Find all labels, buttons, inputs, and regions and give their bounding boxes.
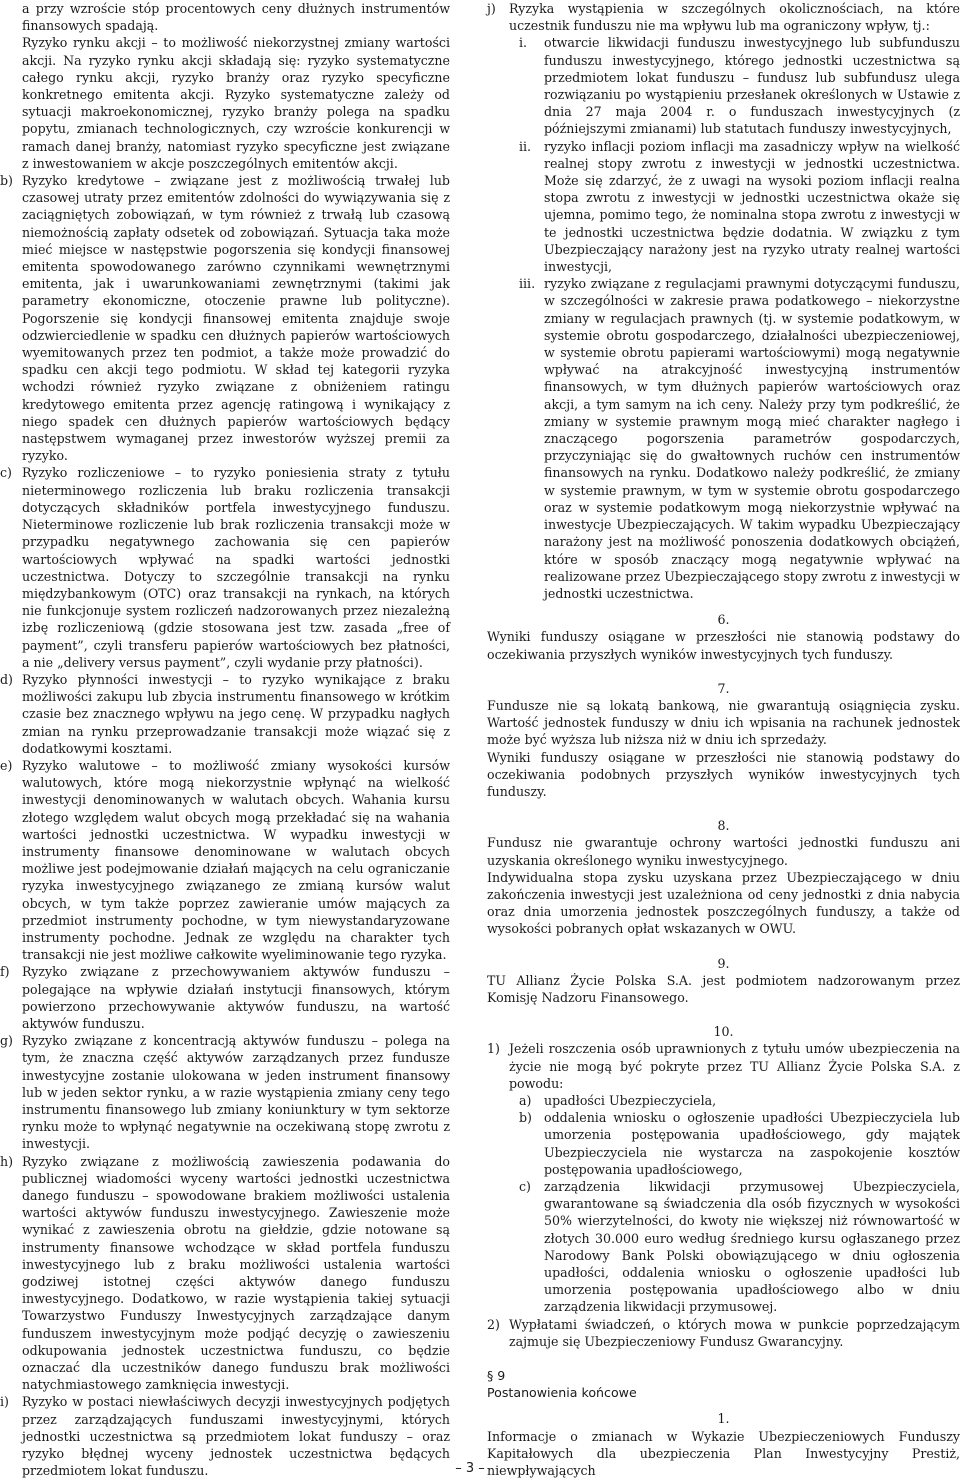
- risk-item: [0, 172, 450, 464]
- list-label: f): [0, 964, 10, 980]
- section-text: TU Allianz Życie Polska S.A. jest podmiotem nadzorowanym przez Komisję Nadzoru Finansowego.: [487, 972, 960, 1005]
- risk-item: [0, 757, 450, 963]
- list-text: zarządzenia likwidacji przymusowej Ubezpieczyciela, gwarantowane są świadczenia dla osób fizycznych w wysokości 50% wierzytelności, do kwoty nie większej niż równowartość w złotych 30.000 euro według średniego kursu ogłaszanego przez Narodowy Bank Polski obowiązującego w dniu ogłoszenia upadłości, oddalenia wniosku o ogłoszenie upadłości lub umorzenia postępowania upadłościowego albo w dniu zarządzenia likwidacji przymusowej.: [544, 1179, 960, 1315]
- section-title: Postanowienia końcowe: [487, 1385, 637, 1401]
- list-text: – to ryzyko wynikające z braku możliwości zakupu lub zbycia instrumentu finansowego w krótkim czasie bez znacznego wpływu na jego cenę. W przypadku nagłych zmian na rynku przeprowadzanie transakcji może wiązać się z dodatkowymi kosztami.: [22, 671, 450, 756]
- section-text: Informacje o zmianach w Wykazie Ubezpieczeniowych Funduszy Kapitałowych dla ubezpieczenia Plan Inwestycyjny Prestiż, niewpływających: [487, 1428, 960, 1479]
- list-label: d): [0, 671, 13, 687]
- list-label: j): [487, 1, 496, 16]
- s10-subitem: [487, 1178, 960, 1316]
- risk-item: [0, 671, 450, 757]
- item-j: [487, 0, 960, 34]
- risk-item: [0, 1032, 450, 1152]
- list-label: i): [0, 1394, 9, 1410]
- risk-heading: Ryzyko płynności inwestycji: [22, 671, 213, 687]
- list-text: – to możliwość zmiany wysokości kursów walutowych, które mogą niekorzystnie wpłynąć na wielkość inwestycji denominowanych w walutach obcych. Wahania kursu złotego względem walut obcych mogą przekładać się na wahania wartości jednostki uczestnictwa. W wypadku inwestycji w instrumenty finansowe denominowane w walutach obcych możliwe jest podejmowanie działań mających na celu ograniczanie ryzyka inwestycyjnego związanego ze zmianą kursów walut obcych, w tym także poprzez zawieranie umów mających za przedmiot instrumenty pochodne, w tym niewystandaryzowane instrumenty pochodne. Jednak ze względu na charakter tych transakcji nie jest możliwe całkowite wyeliminowanie tego ryzyka.: [22, 757, 450, 963]
- paragraph-mark: § 9: [487, 1368, 506, 1384]
- j-subitem: [487, 275, 960, 602]
- section-text: Fundusze nie są lokatą bankową, nie gwarantują osiągnięcia zysku. Wartość jednostek funduszy w dniu ich wpisania na rachunek jednostek może być wyższa lub niższa niż w dniu ich sprzedaży.: [487, 697, 960, 748]
- s10-sublist: [487, 1092, 960, 1316]
- list-label: iii.: [519, 276, 536, 292]
- list-text: Ryzyka wystąpienia w szczególnych okolicznościach, na które uczestnik funduszu nie ma wpływu lub ma ograniczony wpływ, tj.:: [509, 1, 960, 34]
- list-label: b): [0, 173, 13, 189]
- j-subitem: [487, 138, 960, 276]
- risk-heading: otwarcie likwidacji funduszu inwestycyjnego lub subfunduszu: [544, 35, 960, 51]
- page-number: – 3 –: [455, 1461, 485, 1476]
- risk-heading: Ryzyko związane z koncentracją aktywów funduszu: [22, 1033, 365, 1049]
- risk-heading: Ryzyko w postaci niewłaściwych decyzji inwestycyjnych podjętych przez zarządzających funduszami inwestycyjnymi, których jednostki uczestnictwa są przedmiotem lokat funduszy – oraz ryzyko błędnej wyceny jednostek uczestnictwa będących przedmiotem lokat funduszu.: [22, 1394, 450, 1479]
- list-text: oddalenia wniosku o ogłoszenie upadłości Ubezpieczyciela lub umorzenia postępowania upadłościowego, gdy majątek Ubezpieczyciela nie wystarcza na zaspokojenie kosztów postępowania upadłościowego,: [544, 1110, 960, 1177]
- right-column: [487, 0, 960, 1479]
- risk-heading: Ryzyko kredytowe: [22, 173, 145, 189]
- risk-heading: ryzyko inflacji: [544, 138, 635, 154]
- list-text: upadłości Ubezpieczyciela,: [544, 1092, 717, 1108]
- equity-risk-paragraph: Ryzyko rynku akcji – to możliwość niekorzystnej zmiany wartości akcji. Na ryzyko rynku akcji składają się: ryzyko systematyczne całego rynku akcji, ryzyko branży oraz ryzyko specyficzne konkretnego emitenta akcji. Ryzyko systematyczne zależy od sytuacji makroekonomicznej, ryzyko branży polega na spadku popytu, zmianach technologicznych, czy wzroście konkurencji w ramach danej branży, natomiast ryzyko specyficzne jest związane z inwestowaniem w akcje poszczególnych emitentów akcji.: [22, 35, 450, 171]
- list-text: funduszu inwestycyjnego, którego jednostki uczestnictwa są przedmiotem lokat funduszu – fundusz lub subfundusz ulega rozwiązaniu po wystąpieniu przesłanek określonych w Ustawie z dnia 27 maja 2004 r. o funduszach inwestycyjnych (z późniejszymi zmianami) lub statutach funduszy inwestycyjnych,: [544, 52, 960, 137]
- list-label: 1): [487, 1041, 500, 1057]
- section-number: 6.: [717, 612, 730, 628]
- section-number: 7.: [717, 680, 730, 696]
- list-text: – spowodowane brakiem możliwości ustalenia wartości aktywów funduszu inwestycyjnego. Zawieszenie może wynikać z zawieszenia obrotu na giełdzie, gdzie notowane są instrumenty finansowe wchodzące w skład portfela funduszu inwestycyjnego lub z braku możliwości ustalenia wartości godziwej istotnej części aktywów danego funduszu inwestycyjnego. Dodatkowo, w razie wystąpienia takiej sytuacji Towarzystwo Funduszy Inwestycyjnych zarządzające danym funduszem inwestycyjnym może podjąć decyzję o zawieszeniu odkupowania jednostek uczestnictwa funduszu, co będzie oznaczać dla uczestników danego funduszu brak możliwości natychmiastowego zamknięcia inwestycji.: [22, 1188, 451, 1393]
- section-text: Fundusz nie gwarantuje ochrony wartości jednostki funduszu ani uzyskania określonego wyniku inwestycyjnego.: [487, 835, 960, 868]
- risk-heading: Ryzyko związane z możliwością zawieszenia podawania do publicznej wiadomości wyceny wartości jednostki uczestnictwa danego funduszu: [22, 1153, 450, 1204]
- list-text: Wypłatami świadczeń, o których mowa w punkcie poprzedzającym zajmuje się Ubezpieczeniowy Fundusz Gwarancyjny.: [509, 1316, 960, 1349]
- list-label: g): [0, 1033, 13, 1049]
- section-number: 8.: [717, 818, 730, 834]
- risk-heading: Ryzyko rozliczeniowe: [22, 465, 165, 481]
- list-label: ii.: [519, 138, 532, 154]
- section-text: Wyniki funduszy osiągane w przeszłości nie stanowią podstawy do oczekiwania podobnych przyszłych wyników inwestycyjnych tych funduszy.: [487, 749, 960, 799]
- section-number: 1.: [717, 1411, 730, 1427]
- risk-heading: Ryzyko walutowe: [22, 757, 141, 773]
- list-label: c): [0, 465, 12, 481]
- s10-subitem: [487, 1092, 960, 1109]
- section-text: Indywidualna stopa zysku uzyskana przez Ubezpieczającego w dniu zakończenia inwestycji jest uzależniona od ceny jednostki z dnia nabycia oraz dnia umorzenia jednostek poszczególnych funduszy, a także od wysokości pobranych opłat wskazanych w OWU.: [487, 869, 960, 937]
- s10-item-1: [487, 1040, 960, 1092]
- list-label: b): [519, 1110, 532, 1126]
- risk-item: [0, 1153, 450, 1394]
- list-label: 2): [487, 1316, 500, 1332]
- item-a-tail: a przy wzroście stóp procentowych ceny dłużnych instrumentów finansowych spadają.: [22, 1, 450, 34]
- list-text: – niekorzystne zmiany w regulacjach prawnych (tj. w systemie podatkowym, w systemie obrotu gospodarczego, działalności ubezpieczeniowej, w systemie obrotu papierami wartościowymi) mogą negatywnie wpływać na atrakcyjność inwestycyjną instrumentów finansowych, w tym dłużnych papierów wartościowych oraz akcji, a tym samym na ich ceny. Należy przy tym podkreślić, że zmiany w systemie prawnym mogą mieć charakter nagłego i znaczącego pogorszenia parametrów gospodarczych, przyczyniając się do gwałtownych ruchów cen instrumentów finansowych na rynku. Dodatkowo należy podkreślić, że zmiany w systemie prawnym, w tym w systemie obrotu gospodarczego oraz w systemie podatkowym mogą niekorzystnie wpływać na inwestycje Ubezpieczających. W takim wypadku Ubezpieczający narażony jest na możliwość ponoszenia dodatkowych obciążeń, które w sposób znaczący mogą negatywnie wpływać na realizowane przez Ubezpieczającego stopy zwrotu z inwestycji w jednostki uczestnictwa.: [544, 293, 960, 601]
- list-label: e): [0, 757, 13, 773]
- s10-item-2: [487, 1316, 960, 1350]
- risk-item: [0, 963, 450, 1032]
- list-text: Jeżeli roszczenia osób uprawnionych z tytułu umów ubezpieczenia na życie nie mogą być pokryte przez TU Allianz Życie Polska S.A. z powodu:: [509, 1041, 960, 1091]
- list-text: – związane jest z możliwością trwałej lub czasowej utraty przez emitentów zdolności do wywiązywania się z zaciągniętych zobowiązań, w tym również z trwałą lub czasową niemożnością zapłaty odsetek od zobowiązań. Sytuacja taka może mieć miejsce w następstwie pogorszenia się kondycji finansowej emitenta spowodowanego zarówno czynnikami wewnętrznymi emitenta, jak i uwarunkowaniami zewnętrznymi (takimi jak parametry ekonomiczne, otoczenie prawne lub polityczne). Pogorszenie się kondycji finansowej emitenta znajduje swoje odzwierciedlenie w spadku cen dłużnych papierów wartościowych wyemitowanych przez ten podmiot, a także może prowadzić do spadku cen akcji tego podmiotu. W skład tej kategorii ryzyka wchodzi również ryzyko związane z obniżeniem ratingu kredytowego emitenta przez agencję ratingową i wynikający z niego spadek cen dłużnych papierów wartościowych będący następstwem wymaganej przez inwestorów wyższej premii za ryzyko.: [22, 173, 450, 464]
- list-label: a): [519, 1092, 532, 1108]
- section-number: 10.: [713, 1024, 734, 1040]
- s10-subitem: [487, 1109, 960, 1178]
- risk-item: [0, 1393, 450, 1479]
- j-sublist: [487, 34, 960, 602]
- list-label: i.: [519, 35, 528, 51]
- risk-item: [0, 464, 450, 670]
- section-text: Wyniki funduszy osiągane w przeszłości nie stanowią podstawy do oczekiwania przyszłych wyników inwestycyjnych tych funduszy.: [487, 629, 960, 662]
- list-text: – polega na tym, że znaczna część aktywów zarządzanych przez fundusze inwestycyjne zostanie ulokowana w jeden instrument finansowy lub w jeden sektor rynku, a w razie wystąpienia zmiany ceny tego instrumentu finansowego lub zmiany koniunktury w tym sektorze rynku może to wpłynąć negatywnie na oczekiwaną stopę zwrotu z inwestycji.: [22, 1033, 450, 1152]
- list-text: poziom inflacji ma zasadniczy wpływ na wielkość realnej stopy zwrotu z inwestycji w jednostki uczestnictwa. Może się zdarzyć, że z uwagi na wysoki poziom inflacji realna stopa zwrotu z inwestycji w jednostki uczestnictwa okaże się ujemna, pomimo tego, że nominalna stopa zwrotu z inwestycji w te jednostki uczestnictwa będzie dodatnia. W związku z tym Ubezpieczający narażony jest na ryzyko utraty realnej wartości inwestycji,: [544, 138, 960, 275]
- j-subitem: [487, 34, 960, 137]
- risk-list: [0, 172, 450, 1479]
- list-text: – polegające na wpływie działań instytucji finansowych, którym powierzono przechowywanie aktywów funduszu, na wartość aktywów funduszu.: [22, 964, 450, 1031]
- risk-heading: Ryzyko związane z przechowywaniem aktywów funduszu: [22, 964, 431, 980]
- risk-heading: ryzyko związane z regulacjami prawnymi dotyczącymi funduszu, w szczególności w zakresie prawa podatkowego: [544, 276, 960, 309]
- left-column: [0, 0, 450, 1479]
- list-label: h): [0, 1153, 14, 1169]
- list-label: c): [519, 1179, 531, 1194]
- section-number: 9.: [717, 955, 730, 971]
- list-text: – to ryzyko poniesienia straty z tytułu nieterminowego rozliczenia lub braku rozliczenia transakcji dotyczących składników portfela inwestycyjnego funduszu. Nieterminowe rozliczenie lub brak rozliczenia transakcji może w przypadku negatywnego zachowania się cen papierów wartościowych wpływać na spadki wartości jednostki uczestnictwa. Dotyczy to szczególnie transakcji na rynku międzybankowym (OTC) oraz transakcji na rynkach, na których nie funkcjonuje system rozliczeń nadzorowanych przez niezależną izbę rozliczeniową (gdzie stosowana jest tzw. zasada „free of payment”, czyli transferu papierów wartościowych bez płatności, a nie „delivery versus payment”, czyli wydanie przy płatności).: [22, 465, 450, 670]
